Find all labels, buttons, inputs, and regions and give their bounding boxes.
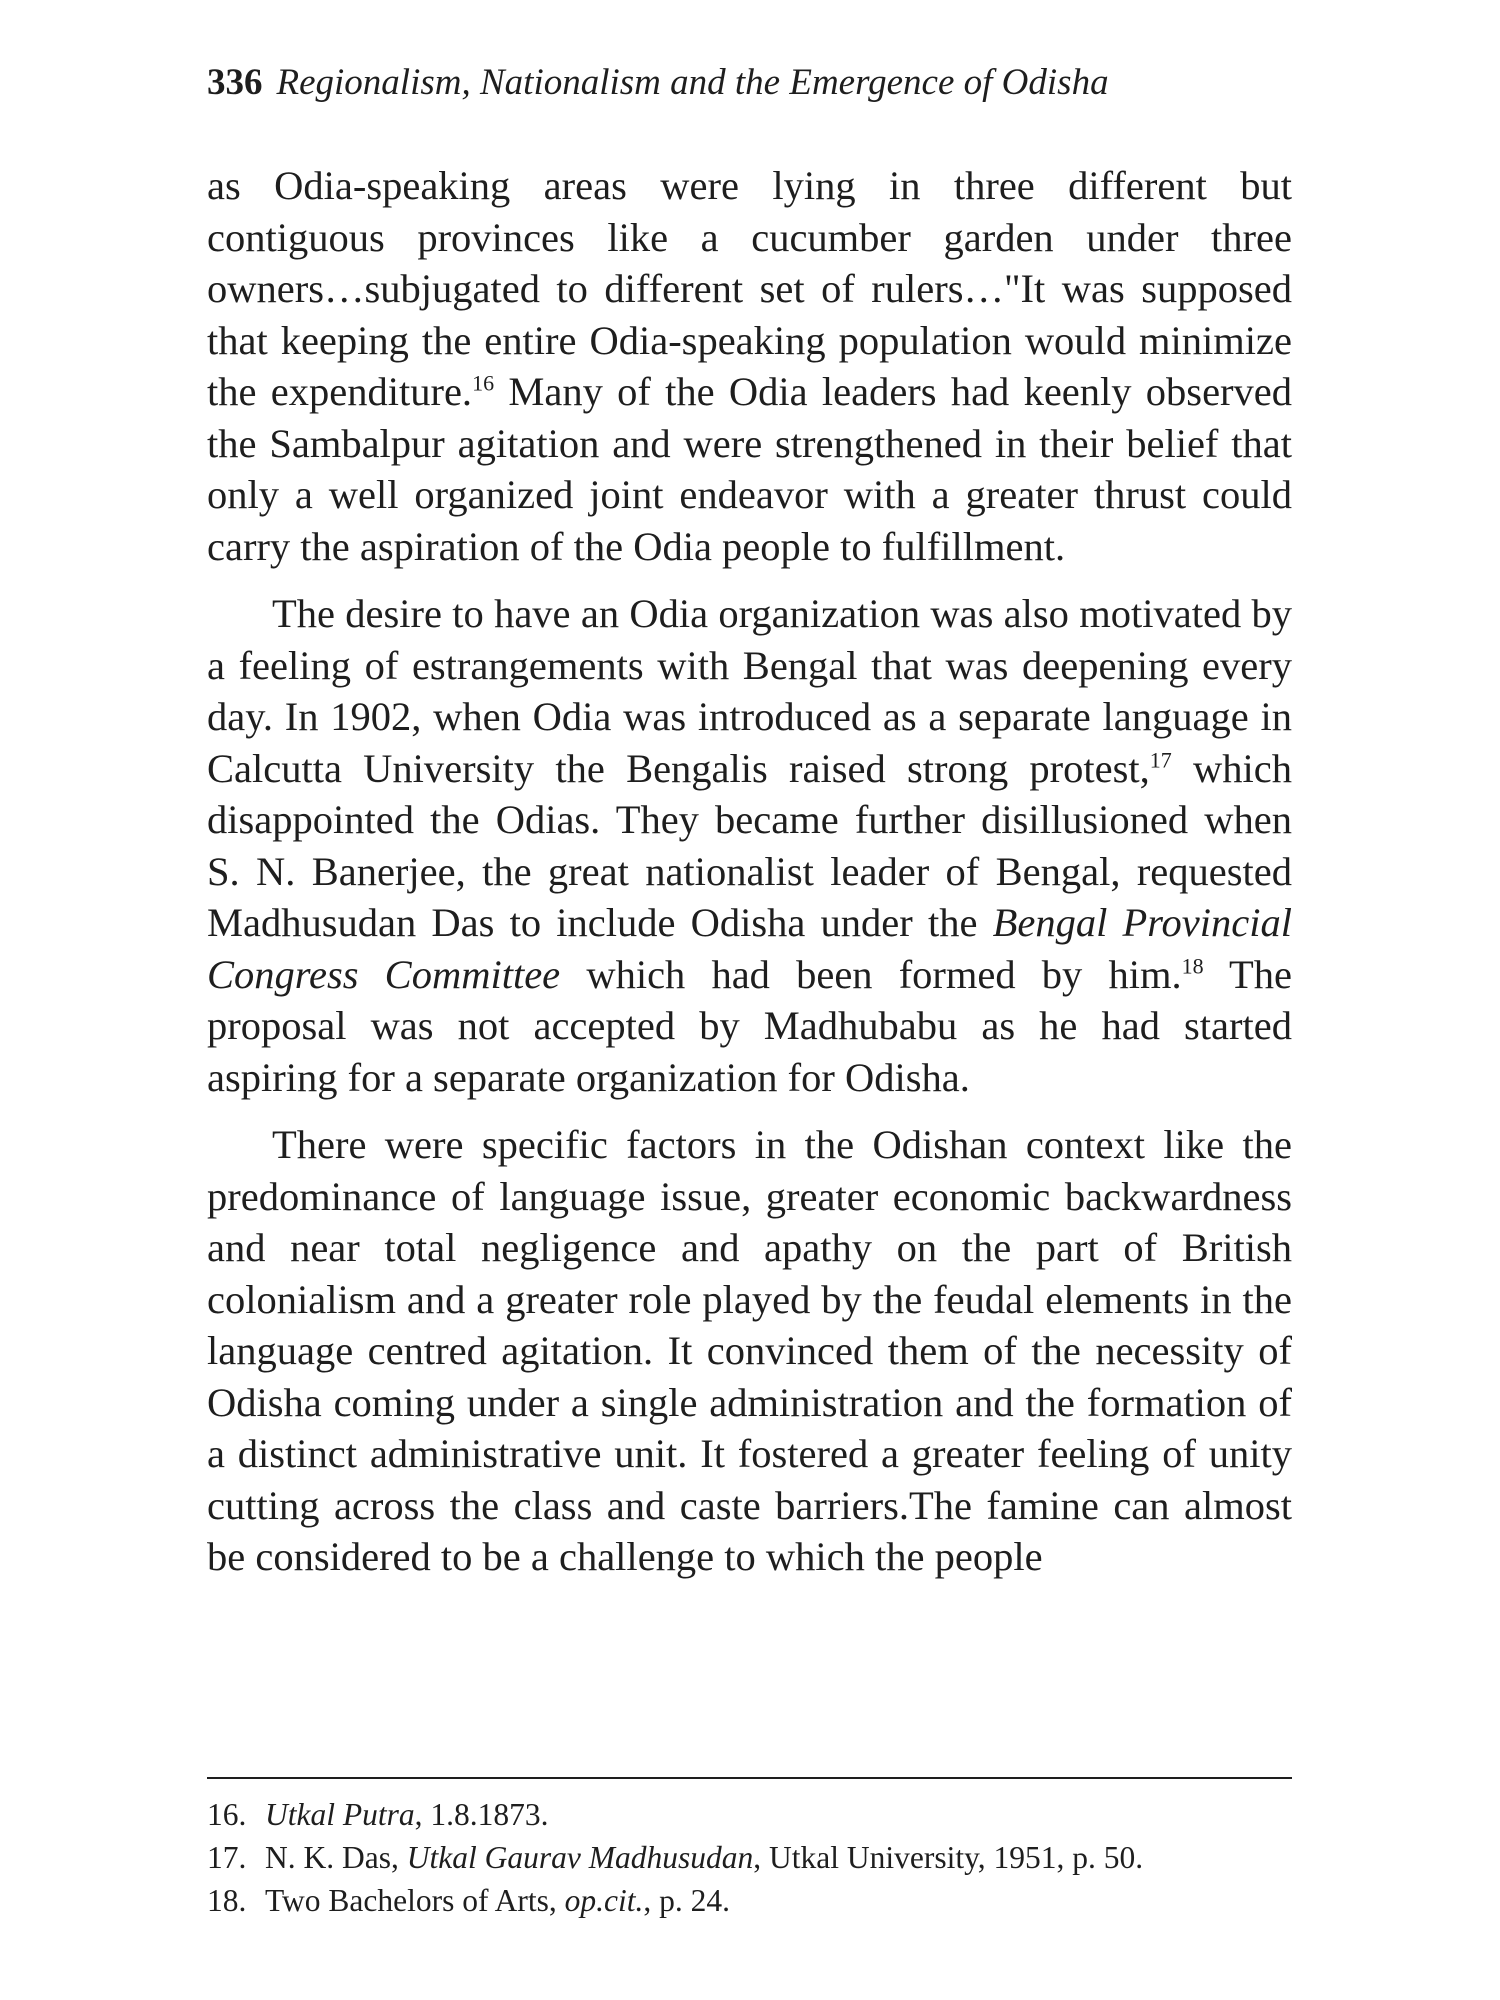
footnote-ref-18: 18 bbox=[1181, 953, 1204, 978]
footnote-number: 16. bbox=[207, 1797, 247, 1832]
book-title: Regionalism, Nationalism and the Emergence of Odisha bbox=[276, 62, 1109, 103]
book-page bbox=[207, 55, 1293, 1918]
paragraph-2-text-d: The proposal was not accepted by Madhubabu as he had started aspiring for a separate organization for Odisha. bbox=[207, 951, 1293, 1100]
paragraph-3-text: There were specific factors in the Odishan context like the predominance of language issue, greater economic backwardness and near total negligence and apathy on the part of British colonialism and a greater role played by the feudal elements in the language centred agitation. It convinced them of the necessity of Odisha coming under a single administration and the formation of a distinct administrative unit. It fostered a greater feeling of unity cutting across the class and caste barriers.The famine can almost be considered to be a challenge to which the people bbox=[207, 1122, 1292, 1579]
footnote-pre: N. K. Das, bbox=[265, 1840, 407, 1875]
footnote-pre: Two Bachelors of Arts, bbox=[265, 1883, 565, 1918]
paragraph-2-italic-committee: Bengal Provincial Congress Committee bbox=[207, 900, 1292, 997]
footnote-divider bbox=[207, 1777, 1292, 1779]
paragraph-2-text-b: which disappointed the Odias. They became further disillusioned when S. N. Banerjee, the great nationalist leader of Bengal, requested Madhusudan Das to include Odisha under the bbox=[207, 745, 1292, 945]
footnote-rest: , p. 24. bbox=[643, 1883, 730, 1918]
paragraph-2 bbox=[207, 588, 1292, 1103]
body-text bbox=[207, 160, 1292, 1583]
footnote-italic: op.cit. bbox=[564, 1883, 644, 1918]
footnote-ref-16: 16 bbox=[472, 370, 495, 396]
footnote-rest: , Utkal University, 1951, p. 50. bbox=[753, 1840, 1144, 1875]
footnote-italic: Utkal Gaurav Madhusudan bbox=[406, 1840, 754, 1875]
paragraph-1 bbox=[207, 160, 1292, 572]
footnote-18 bbox=[207, 1881, 1292, 1921]
page-number: 336 bbox=[207, 62, 263, 103]
paragraph-3 bbox=[207, 1119, 1292, 1583]
footnote-number: 18. bbox=[207, 1883, 247, 1918]
footnote-italic: Utkal Putra bbox=[265, 1797, 415, 1832]
footnote-text bbox=[265, 1881, 1292, 1921]
footnote-ref-17: 17 bbox=[1149, 747, 1172, 772]
paragraph-1-text-b: Many of the Odia leaders had keenly observed the Sambalpur agitation and were strengthened in their belief that only a well organized joint endeavor with a greater thrust could carry the aspiration of the Odia people to fulfillment. bbox=[207, 369, 1293, 569]
footnote-rest: , 1.8.1873. bbox=[414, 1797, 549, 1832]
running-head bbox=[207, 55, 1292, 111]
footnote-16 bbox=[207, 1795, 1292, 1835]
paragraph-1-text-a: as Odia-speaking areas were lying in three different but contiguous provinces like a cucumber garden under three owners…subjugated to different set of rulers…"It was supposed that keeping the entire Odia-speaking population would minimize the expenditure. bbox=[207, 163, 1292, 414]
paragraph-2-text-c: which had been formed by him. bbox=[560, 951, 1182, 997]
footnote-number: 17. bbox=[207, 1840, 247, 1875]
footnotes bbox=[207, 1795, 1292, 1924]
footnote-17 bbox=[207, 1838, 1292, 1878]
footnote-text bbox=[265, 1795, 1292, 1835]
footnote-text bbox=[265, 1838, 1292, 1878]
paragraph-2-text-a: The desire to have an Odia organization was also motivated by a feeling of estrangements with Bengal that was deepening every day. In 1902, when Odia was introduced as a separate language in Calcutta University the Bengalis raised strong protest, bbox=[207, 591, 1292, 791]
